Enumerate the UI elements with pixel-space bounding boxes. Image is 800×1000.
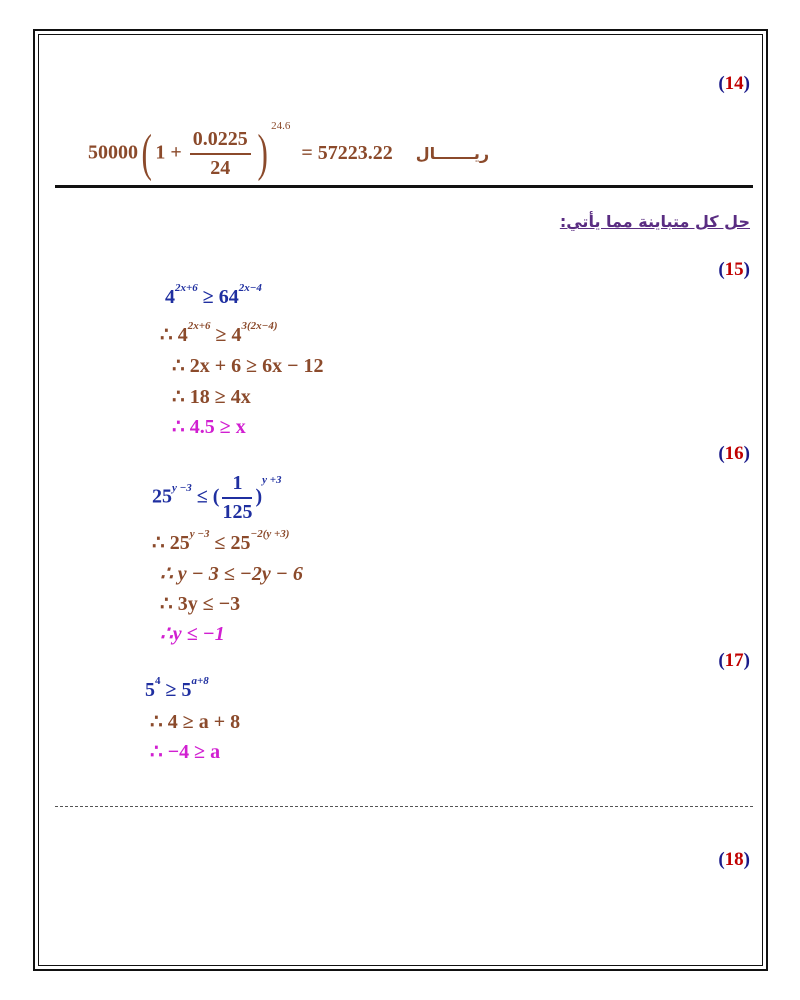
q14-currency: ريـــــــال: [415, 143, 490, 163]
dashed-divider: [55, 806, 753, 807]
q14-principal: 50000: [88, 141, 138, 164]
q15-line-4: ∴ 18 ≥ 4x: [172, 386, 251, 408]
q16-line-2: ∴ $25^{y -3} \le 25^{-2(y +3)}$: [152, 528, 290, 554]
question-number-17: (17): [718, 650, 750, 671]
q15-line-1: $4^{2x+6} \ge 64^{2x-4}$: [165, 282, 262, 308]
q15-line-5: ∴ 4.5 ≥ x: [172, 416, 246, 438]
section-heading: حل كل متباينة مما يأتي:: [559, 212, 750, 231]
q14-result: = 57223.22: [301, 141, 393, 164]
q14-equation: [88, 119, 490, 182]
q17-line-3: ∴ −4 ≥ a: [150, 741, 221, 763]
q16-line-3: ∴ y − 3 ≤ −2y − 6: [160, 563, 303, 585]
question-number-15: (15): [718, 259, 750, 280]
q15-line-2: ∴ $4^{2x+6} \ge 4^{3(2x-4)}$: [160, 320, 278, 346]
q16-line-1: $25^{y -3}$ ≤ ( $\frac{1}{125}$ )$^{y +3}$: [152, 472, 282, 523]
q14-frac-numerator: 0.0225: [190, 128, 251, 155]
q16-line-5: ∴y ≤ −1: [160, 623, 225, 645]
question-number-18: (18): [718, 849, 750, 870]
q14-right-paren: ): [257, 125, 268, 182]
q16-fraction: $\frac{1}{125}$: [222, 472, 253, 523]
q14-fraction: [190, 128, 251, 180]
q15-line-3: ∴ 2x + 6 ≥ 6x − 12: [172, 355, 324, 377]
q14-exponent: 24.6: [271, 119, 291, 132]
section-divider: [55, 185, 753, 188]
q17-line-1: $5^4 \ge 5^{a+8}$: [145, 675, 209, 701]
question-number-16: (16): [718, 443, 750, 464]
q17-line-2: ∴ 4 ≥ a + 8: [150, 711, 241, 733]
question-number-14: (14): [718, 73, 750, 94]
q14-frac-denominator: 24: [210, 157, 231, 179]
q14-one-plus: 1 +: [155, 141, 182, 164]
q14-left-paren: (: [141, 125, 152, 182]
q16-line-4: ∴ 3y ≤ −3: [160, 593, 241, 615]
